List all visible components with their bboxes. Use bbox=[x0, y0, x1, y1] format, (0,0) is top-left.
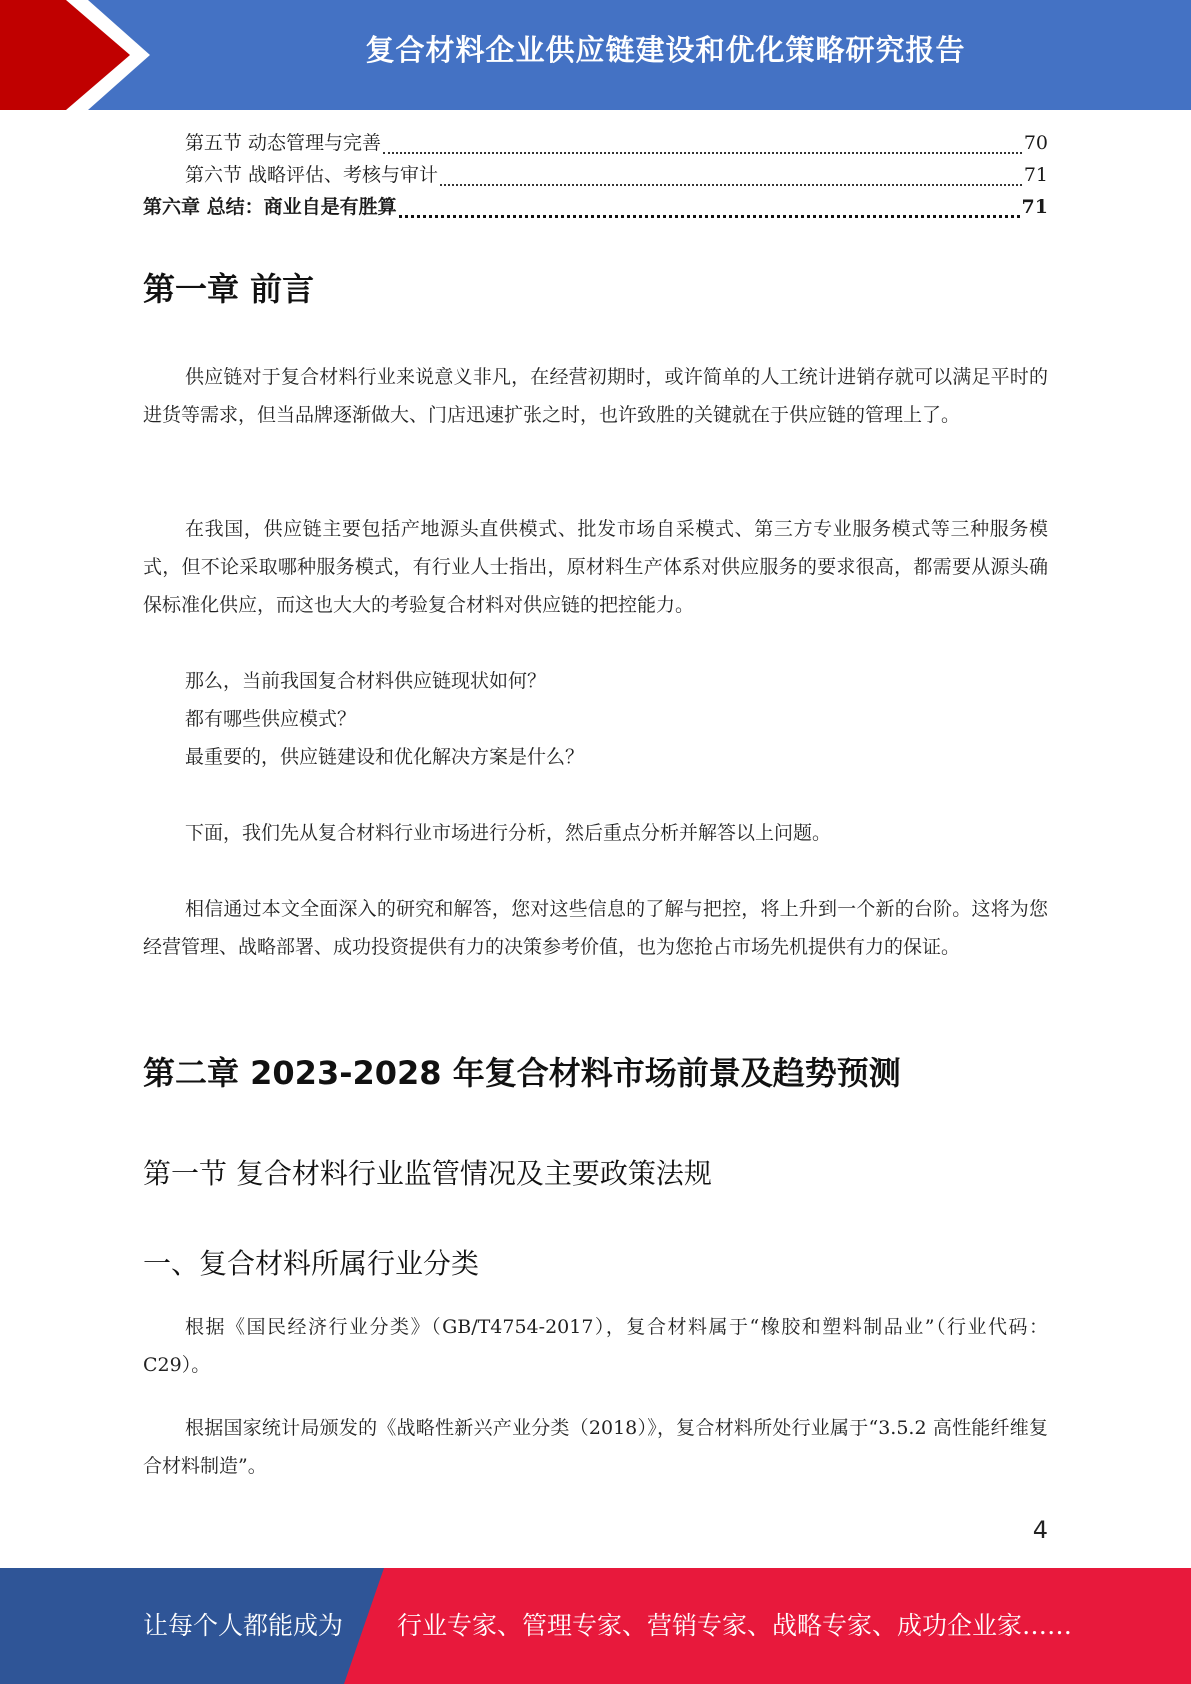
toc-label: 第六章 总结：商业自是有胜算 bbox=[143, 196, 397, 218]
page-number: 4 bbox=[1032, 1516, 1048, 1544]
header-banner bbox=[0, 0, 1191, 110]
toc-row[interactable] bbox=[143, 192, 1048, 224]
toc-row[interactable] bbox=[143, 128, 1048, 160]
toc-label: 第五节 动态管理与完善 bbox=[185, 132, 382, 154]
chapter1-paragraph-1: 供应链对于复合材料行业来说意义非凡，在经营初期时，或许简单的人工统计进销存就可以满足平时的进货等需求，但当品牌逐渐做大、门店迅速扩张之时，也许致胜的关键就在于供应链的管理上了。 bbox=[143, 366, 1048, 426]
toc-page: 70 bbox=[1023, 132, 1048, 154]
table-of-contents bbox=[143, 128, 1048, 224]
toc-leader bbox=[440, 184, 1022, 186]
toc-page: 71 bbox=[1021, 196, 1048, 218]
chapter1-paragraph-3: 下面，我们先从复合材料行业市场进行分析，然后重点分析并解答以上问题。 bbox=[185, 822, 832, 844]
footer-slogan-left: 让每个人都能成为 bbox=[143, 1611, 344, 1640]
question-2: 都有哪些供应模式？ bbox=[185, 708, 357, 730]
toc-row[interactable] bbox=[143, 160, 1048, 192]
question-1: 那么，当前我国复合材料供应链现状如何？ bbox=[185, 670, 547, 692]
chapter2-heading: 第二章 2023-2028 年复合材料市场前景及趋势预测 bbox=[143, 1054, 901, 1092]
subsection1-heading: 一、复合材料所属行业分类 bbox=[143, 1247, 480, 1280]
toc-leader bbox=[399, 215, 1020, 218]
chapter2-paragraph-1: 根据《国民经济行业分类》（GB/T4754-2017），复合材料属于“橡胶和塑料制品业”（行业代码：C29）。 bbox=[143, 1316, 1048, 1376]
toc-page: 71 bbox=[1023, 164, 1048, 186]
chapter1-heading: 第一章 前言 bbox=[143, 270, 315, 308]
toc-label: 第六节 战略评估、考核与审计 bbox=[185, 164, 439, 186]
section1-heading: 第一节 复合材料行业监管情况及主要政策法规 bbox=[143, 1157, 712, 1190]
footer-banner bbox=[0, 1568, 1191, 1684]
chapter2-paragraph-2: 根据国家统计局颁发的《战略性新兴产业分类（2018）》，复合材料所处行业属于“3.5.2 高性能纤维复合材料制造”。 bbox=[143, 1417, 1048, 1477]
report-title: 复合材料企业供应链建设和优化策略研究报告 bbox=[365, 33, 966, 67]
footer-slogan-right: 行业专家、管理专家、营销专家、战略专家、成功企业家…… bbox=[397, 1611, 1073, 1640]
chapter1-paragraph-2: 在我国，供应链主要包括产地源头直供模式、批发市场自采模式、第三方专业服务模式等三种服务模式，但不论采取哪种服务模式，有行业人士指出，原材料生产体系对供应服务的要求很高，都需要从源头确保标准化供应，而这也大大的考验复合材料对供应链的把控能力。 bbox=[143, 518, 1048, 616]
toc-leader bbox=[383, 152, 1022, 154]
red-arrow-shape bbox=[0, 0, 150, 110]
chapter1-paragraph-4: 相信通过本文全面深入的研究和解答，您对这些信息的了解与把控，将上升到一个新的台阶。这将为您经营管理、战略部署、成功投资提供有力的决策参考价值，也为您抢占市场先机提供有力的保证。 bbox=[143, 898, 1048, 958]
question-3: 最重要的，供应链建设和优化解决方案是什么？ bbox=[185, 746, 585, 768]
